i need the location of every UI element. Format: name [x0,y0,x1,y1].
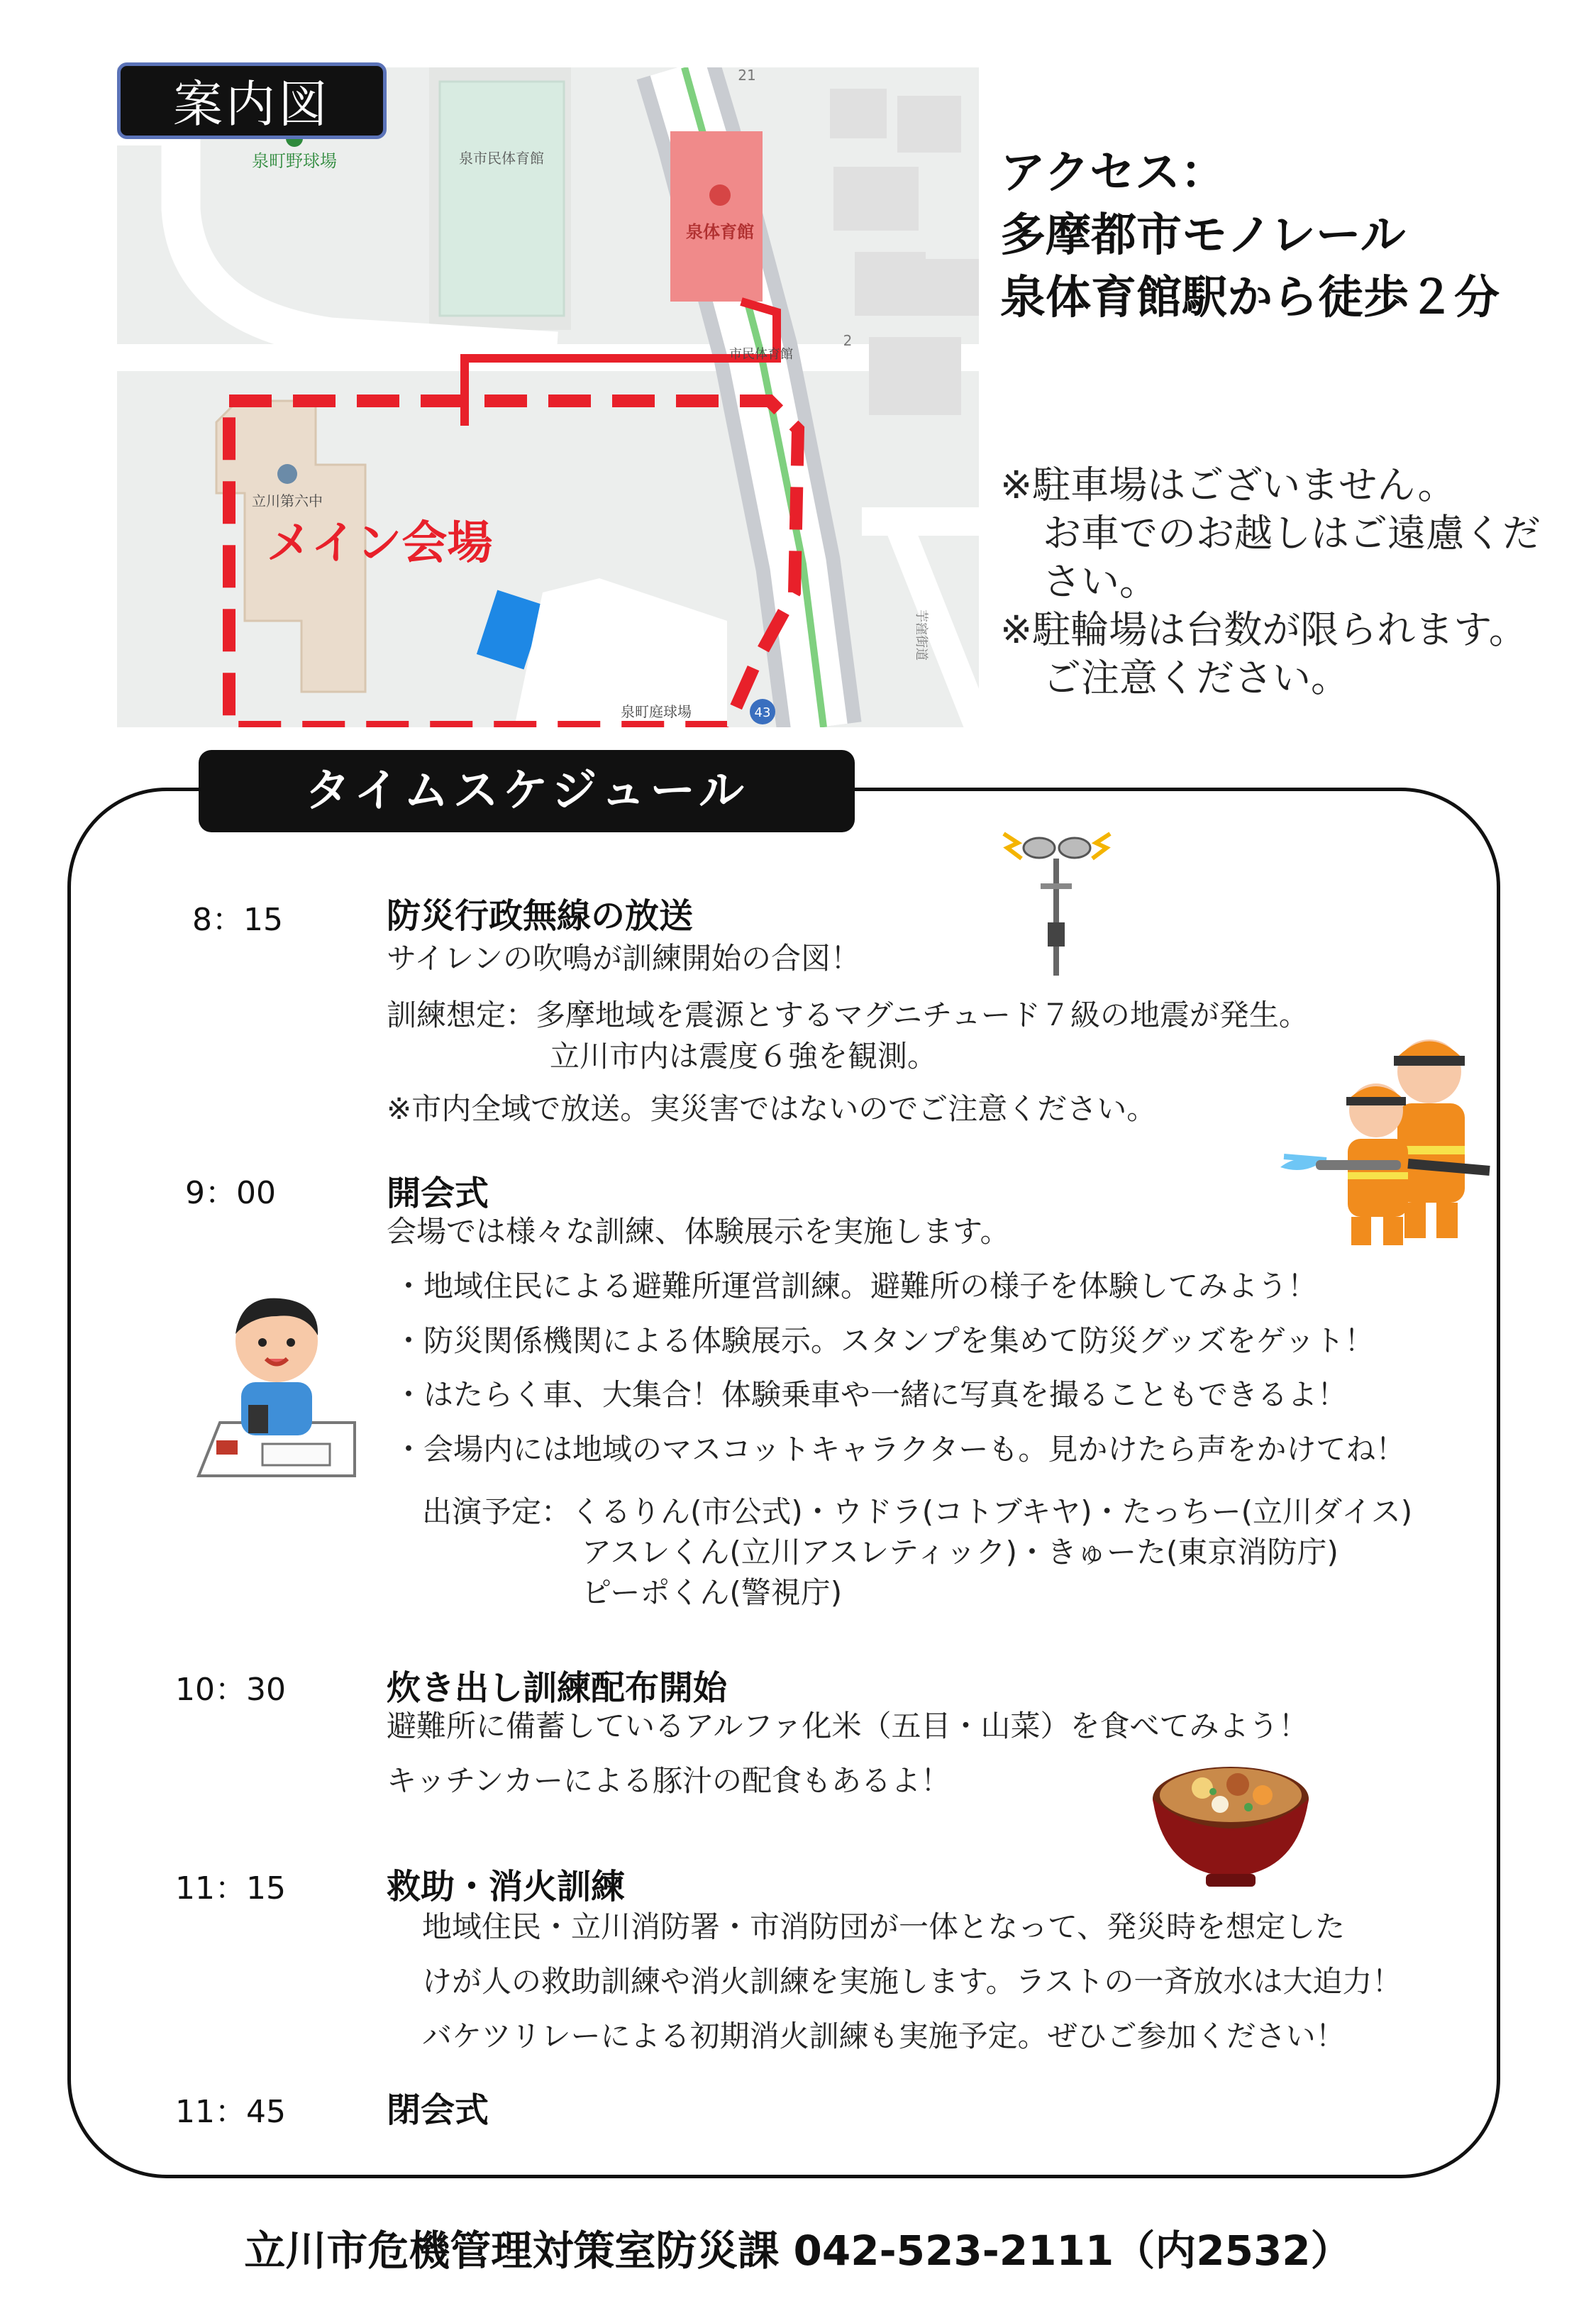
child-stamp-icon [192,1291,362,1483]
map-label-station: 泉体育館 [686,222,754,242]
map-graphic [117,67,979,727]
route-21-label: 21 [738,67,756,84]
map-label-gym: 泉市民体育館 [459,150,544,167]
time-1030: 10：30 [175,1672,286,1708]
time-0900: 9：00 [185,1175,276,1211]
note-parking-cont2: さい。 [1043,559,1158,604]
firefighters-icon [1277,1022,1504,1249]
station-pin-icon [709,184,731,206]
map-label-baseball-top: 泉町野球場 [252,151,337,171]
tonjiru-bowl-icon [1149,1749,1312,1891]
speaker-siren-icon [982,816,1131,979]
map-label-station-exit: 市民体育館 [729,347,793,362]
schedule-tag: タイムスケジュール [199,750,855,832]
parking-notes [1000,461,1589,702]
title-opening: 開会式 [387,1174,489,1213]
schedule-line: バケツリレーによる初期消火訓練も実施予定。ぜひご参加ください！ [422,2019,1346,2053]
schedule-line: ・地域住民による避難所運営訓練。避難所の様子を体験してみよう！ [394,1269,1318,1303]
schedule-line: 訓練想定：多摩地域を震源とするマグニチュード７級の地震が発生。 [387,998,1309,1032]
map-label-baseball-bottom: 泉町庭球場 [621,703,692,720]
schedule-line: 避難所に備蓄しているアルファ化米（五目・山菜）を食べてみよう！ [387,1709,1309,1743]
time-1145: 11：45 [175,2094,286,2130]
title-food-distribution: 炊き出し訓練配布開始 [387,1668,728,1708]
schedule-line: アスレくん(立川アスレティック)・きゅーた(東京消防庁) [582,1535,1339,1569]
map-tag: 案内図 [117,62,387,139]
title-radio-broadcast: 防災行政無線の放送 [387,896,694,936]
title-rescue-firefighting: 救助・消火訓練 [387,1867,626,1907]
schedule-line: ピーポくん(警視庁) [582,1575,843,1610]
route-43-badge: 43 [754,705,771,720]
note-bicycle-cont: ご注意ください。 [1043,656,1349,700]
schedule-line: ・会場内には地域のマスコットキャラクターも。見かけたら声をかけてね！ [394,1432,1406,1467]
school-pin-icon [277,464,297,484]
schedule-line: キッチンカーによる豚汁の配食もあるよ！ [387,1763,951,1798]
note-bicycle: ※駐輪場は台数が限られます。 [1000,607,1527,652]
time-0815: 8：15 [192,902,283,938]
time-1115: 11：15 [175,1870,286,1907]
schedule-line: ※市内全域で放送。実災害ではないのでご注意ください。 [387,1091,1157,1126]
schedule-line: ・はたらく車、大集合！体験乗車や一緒に写真を撮ることもできるよ！ [394,1377,1348,1412]
schedule-line: 会場では様々な訓練、体験展示を実施します。 [387,1214,1010,1249]
lane-2-label: 2 [843,332,853,349]
schedule-line: サイレンの吹鳴が訓練開始の合図！ [387,941,861,976]
contact-footer: 立川市危機管理対策室防災課 042-523-2111（内2532） [244,2227,1352,2275]
venue-map [117,67,979,727]
schedule-line: 出演予定：くるりん(市公式)・ウドラ(コトブキヤ)・たっちー(立川ダイス) [422,1494,1413,1529]
schedule-line: 立川市内は震度６強を観測。 [550,1039,938,1074]
access-title: アクセス： [1000,147,1226,199]
title-closing: 閉会式 [387,2090,489,2130]
schedule-line: ・防災関係機関による体験展示。スタンプを集めて防災グッズをゲット！ [394,1323,1375,1358]
street-name-label: 芋窪街道 [914,609,929,661]
main-venue-label: メイン会場 [266,517,493,570]
schedule-line: けが人の救助訓練や消火訓練を実施します。ラストの一斉放水は大迫力！ [422,1964,1402,1999]
access-walk: 泉体育館駅から徒歩２分 [1000,272,1500,324]
map-label-school: 立川第六中 [252,492,323,509]
access-line: 多摩都市モノレール [1000,209,1406,262]
schedule-line: 地域住民・立川消防署・市消防団が一体となって、発災時を想定した [422,1909,1346,1944]
access-info [1000,142,1500,329]
note-parking: ※駐車場はございません。 [1000,463,1456,507]
note-parking-cont: お車でのお越しはご遠慮くだ [1043,511,1541,556]
